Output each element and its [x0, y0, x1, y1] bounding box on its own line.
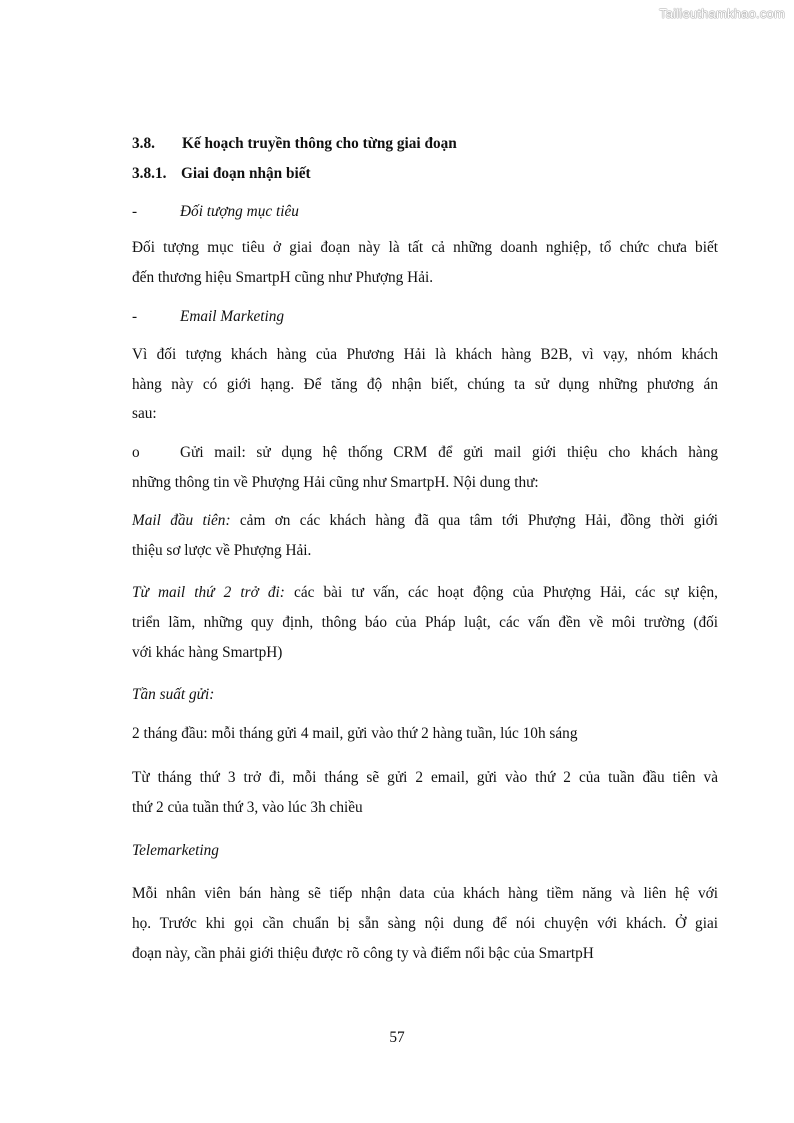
- dash-marker: -: [132, 308, 138, 325]
- sub-bullet-send-mail: [132, 443, 718, 462]
- sub-bullet-text: Gửi mail: sử dụng hệ thống CRM để gửi mail giới thiệu cho khách hàng: [180, 444, 718, 461]
- list-item-target-audience: [132, 202, 718, 221]
- section-heading: [132, 134, 718, 153]
- subsection-heading: [132, 164, 718, 183]
- circle-bullet-marker: o: [132, 444, 140, 461]
- subsection-title: Giai đoạn nhận biết: [181, 165, 311, 182]
- telemarketing-label: Telemarketing: [132, 842, 219, 859]
- dash-marker: -: [132, 203, 138, 220]
- list-item-label: Email Marketing: [180, 308, 285, 325]
- mail-second-line: [132, 583, 718, 602]
- mail-first-text: cảm ơn các khách hàng đã qua tâm tới Phượng Hải, đồng thời giới: [230, 512, 718, 529]
- paragraph-line: sau:: [132, 405, 157, 422]
- section-number: 3.8.: [132, 135, 155, 152]
- paragraph-line: đến thương hiệu SmartpH cũng như Phượng Hải.: [132, 269, 434, 286]
- mail-second-text: các bài tư vấn, các hoạt động của Phượng Hải, các sự kiện,: [284, 584, 719, 601]
- watermark-text: Tailieuthamkhao.com: [659, 6, 785, 21]
- list-item-label: Đối tượng mục tiêu: [180, 203, 299, 220]
- mail-second-label: Từ mail thứ 2 trở đi:: [132, 584, 285, 601]
- paragraph-line: thứ 2 của tuần thứ 3, vào lúc 3h chiều: [132, 799, 363, 816]
- paragraph-line: Đối tượng mục tiêu ở giai đoạn này là tất cả những doanh nghiệp, tổ chức chưa biết: [132, 239, 718, 256]
- paragraph-line: Mỗi nhân viên bán hàng sẽ tiếp nhận data của khách hàng tiềm năng và liên hệ với: [132, 885, 718, 902]
- paragraph-line: Từ tháng thứ 3 trở đi, mỗi tháng sẽ gửi 2 email, gửi vào thứ 2 của tuần đầu tiên và: [132, 769, 718, 786]
- paragraph-line: thiệu sơ lược về Phượng Hải.: [132, 542, 312, 559]
- paragraph-line: triển lãm, những quy định, thông báo của Pháp luật, các vấn đền về môi trường (đối: [132, 614, 718, 631]
- paragraph-line: với khác hàng SmartpH): [132, 644, 283, 661]
- paragraph-line: họ. Trước khi gọi cần chuẩn bị sẵn sàng nội dung để nói chuyện với khách. Ở giai: [132, 915, 718, 932]
- paragraph-line: hàng này có giới hạng. Để tăng độ nhận biết, chúng ta sử dụng những phương án: [132, 376, 718, 393]
- page-number: 57: [389, 1029, 405, 1046]
- list-item-email-marketing: [132, 307, 718, 326]
- frequency-label: Tần suất gửi:: [132, 686, 215, 703]
- paragraph-line: những thông tin về Phượng Hải cũng như SmartpH. Nội dung thư:: [132, 474, 539, 491]
- mail-first-line: [132, 511, 718, 530]
- subsection-number: 3.8.1.: [132, 165, 167, 182]
- paragraph-line: Vì đối tượng khách hàng của Phương Hải là khách hàng B2B, vì vạy, nhóm khách: [132, 346, 718, 363]
- section-title: Kế hoạch truyền thông cho từng giai đoạn: [182, 135, 457, 152]
- frequency-first-two-months: 2 tháng đầu: mỗi tháng gửi 4 mail, gửi vào thứ 2 hàng tuần, lúc 10h sáng: [132, 725, 578, 742]
- mail-first-label: Mail đầu tiên:: [132, 512, 231, 529]
- paragraph-line: đoạn này, cần phải giới thiệu được rõ công ty và điểm nổi bậc của SmartpH: [132, 945, 594, 962]
